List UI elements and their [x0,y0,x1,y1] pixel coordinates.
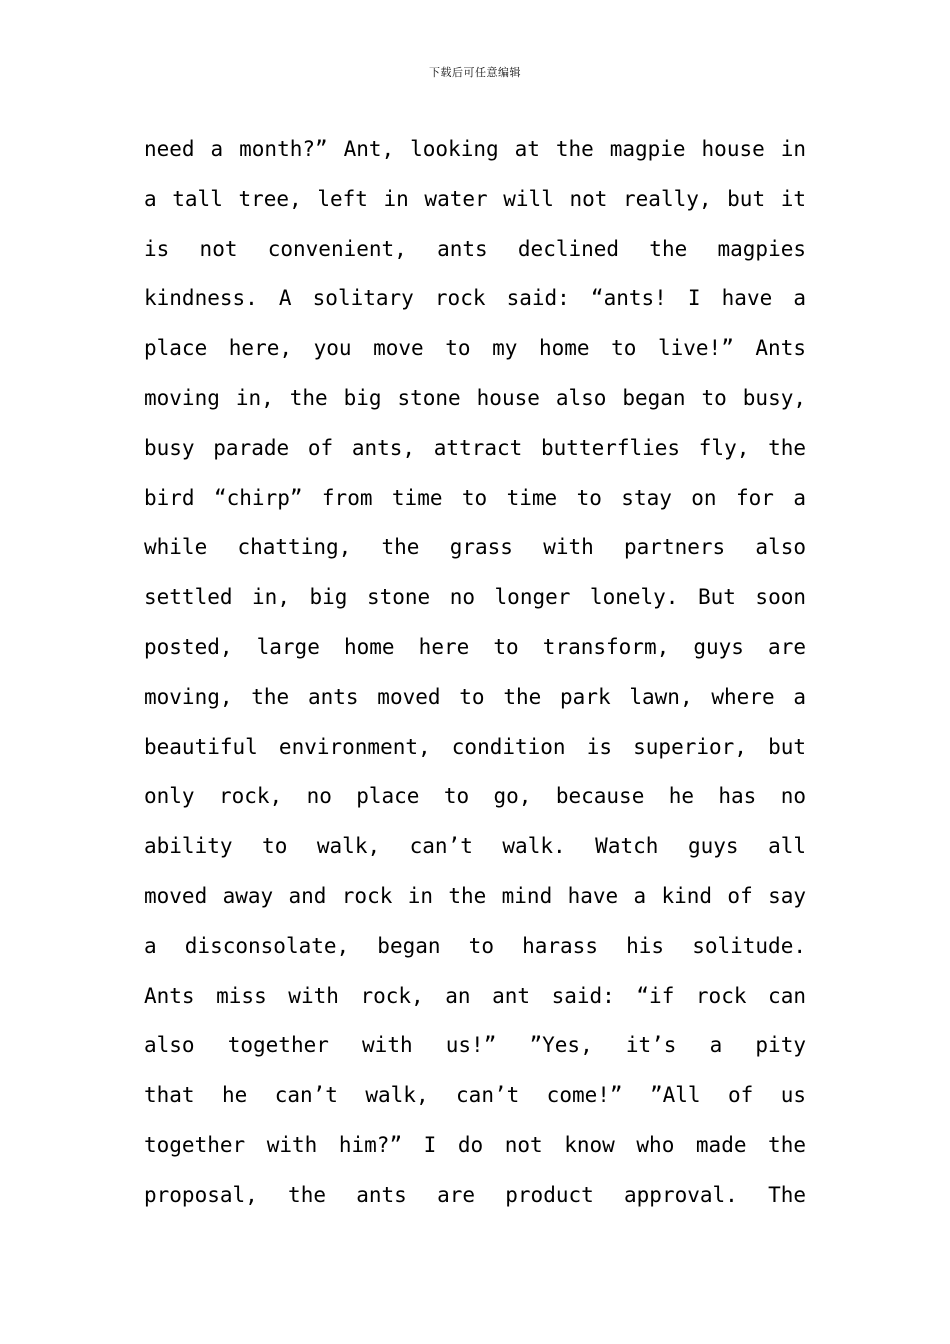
text-line: a disconsolate, began to harass his solitude. [144,933,806,958]
text-line: busy parade of ants, attract butterflies fly, the [144,435,806,460]
text-line: moving, the ants moved to the park lawn, where a [144,684,806,709]
text-line: ability to walk, can’t walk. Watch guys all [144,834,806,859]
text-line: only rock, no place to go, because he has no [144,784,806,809]
text-line: together with him?” I do not know who made the [144,1132,806,1157]
page-header: 下载后可任意编辑 [429,66,521,79]
text-line: posted, large home here to transform, guys are [144,634,806,659]
text-line: while chatting, the grass with partners also [144,535,806,560]
text-line: beautiful environment, condition is superior, but [144,734,806,759]
text-line: need a month?” Ant, looking at the magpie house in [144,137,806,161]
text-line: moved away and rock in the mind have a kind of say [144,883,806,908]
text-line: bird “chirp” from time to time to stay on for a [144,485,806,510]
text-line: moving in, the big stone house also began to busy, [144,385,806,410]
text-line: kindness. A solitary rock said: “ants! I have a [144,286,806,311]
text-line: settled in, big stone no longer lonely. But soon [144,585,806,610]
text-line: also together with us!” ”Yes, it’s a pity [144,1033,806,1058]
text-line: is not convenient, ants declined the magpies [144,236,806,261]
text-line: place here, you move to my home to live!” Ants [144,336,806,361]
body-text [144,125,806,1221]
text-line: Ants miss with rock, an ant said: “if rock can [144,983,806,1008]
text-line: a tall tree, left in water will not really, but it [144,186,806,211]
text-line: that he can’t walk, can’t come!” ”All of us [144,1083,806,1108]
text-line: proposal, the ants are product approval. The [144,1182,806,1207]
